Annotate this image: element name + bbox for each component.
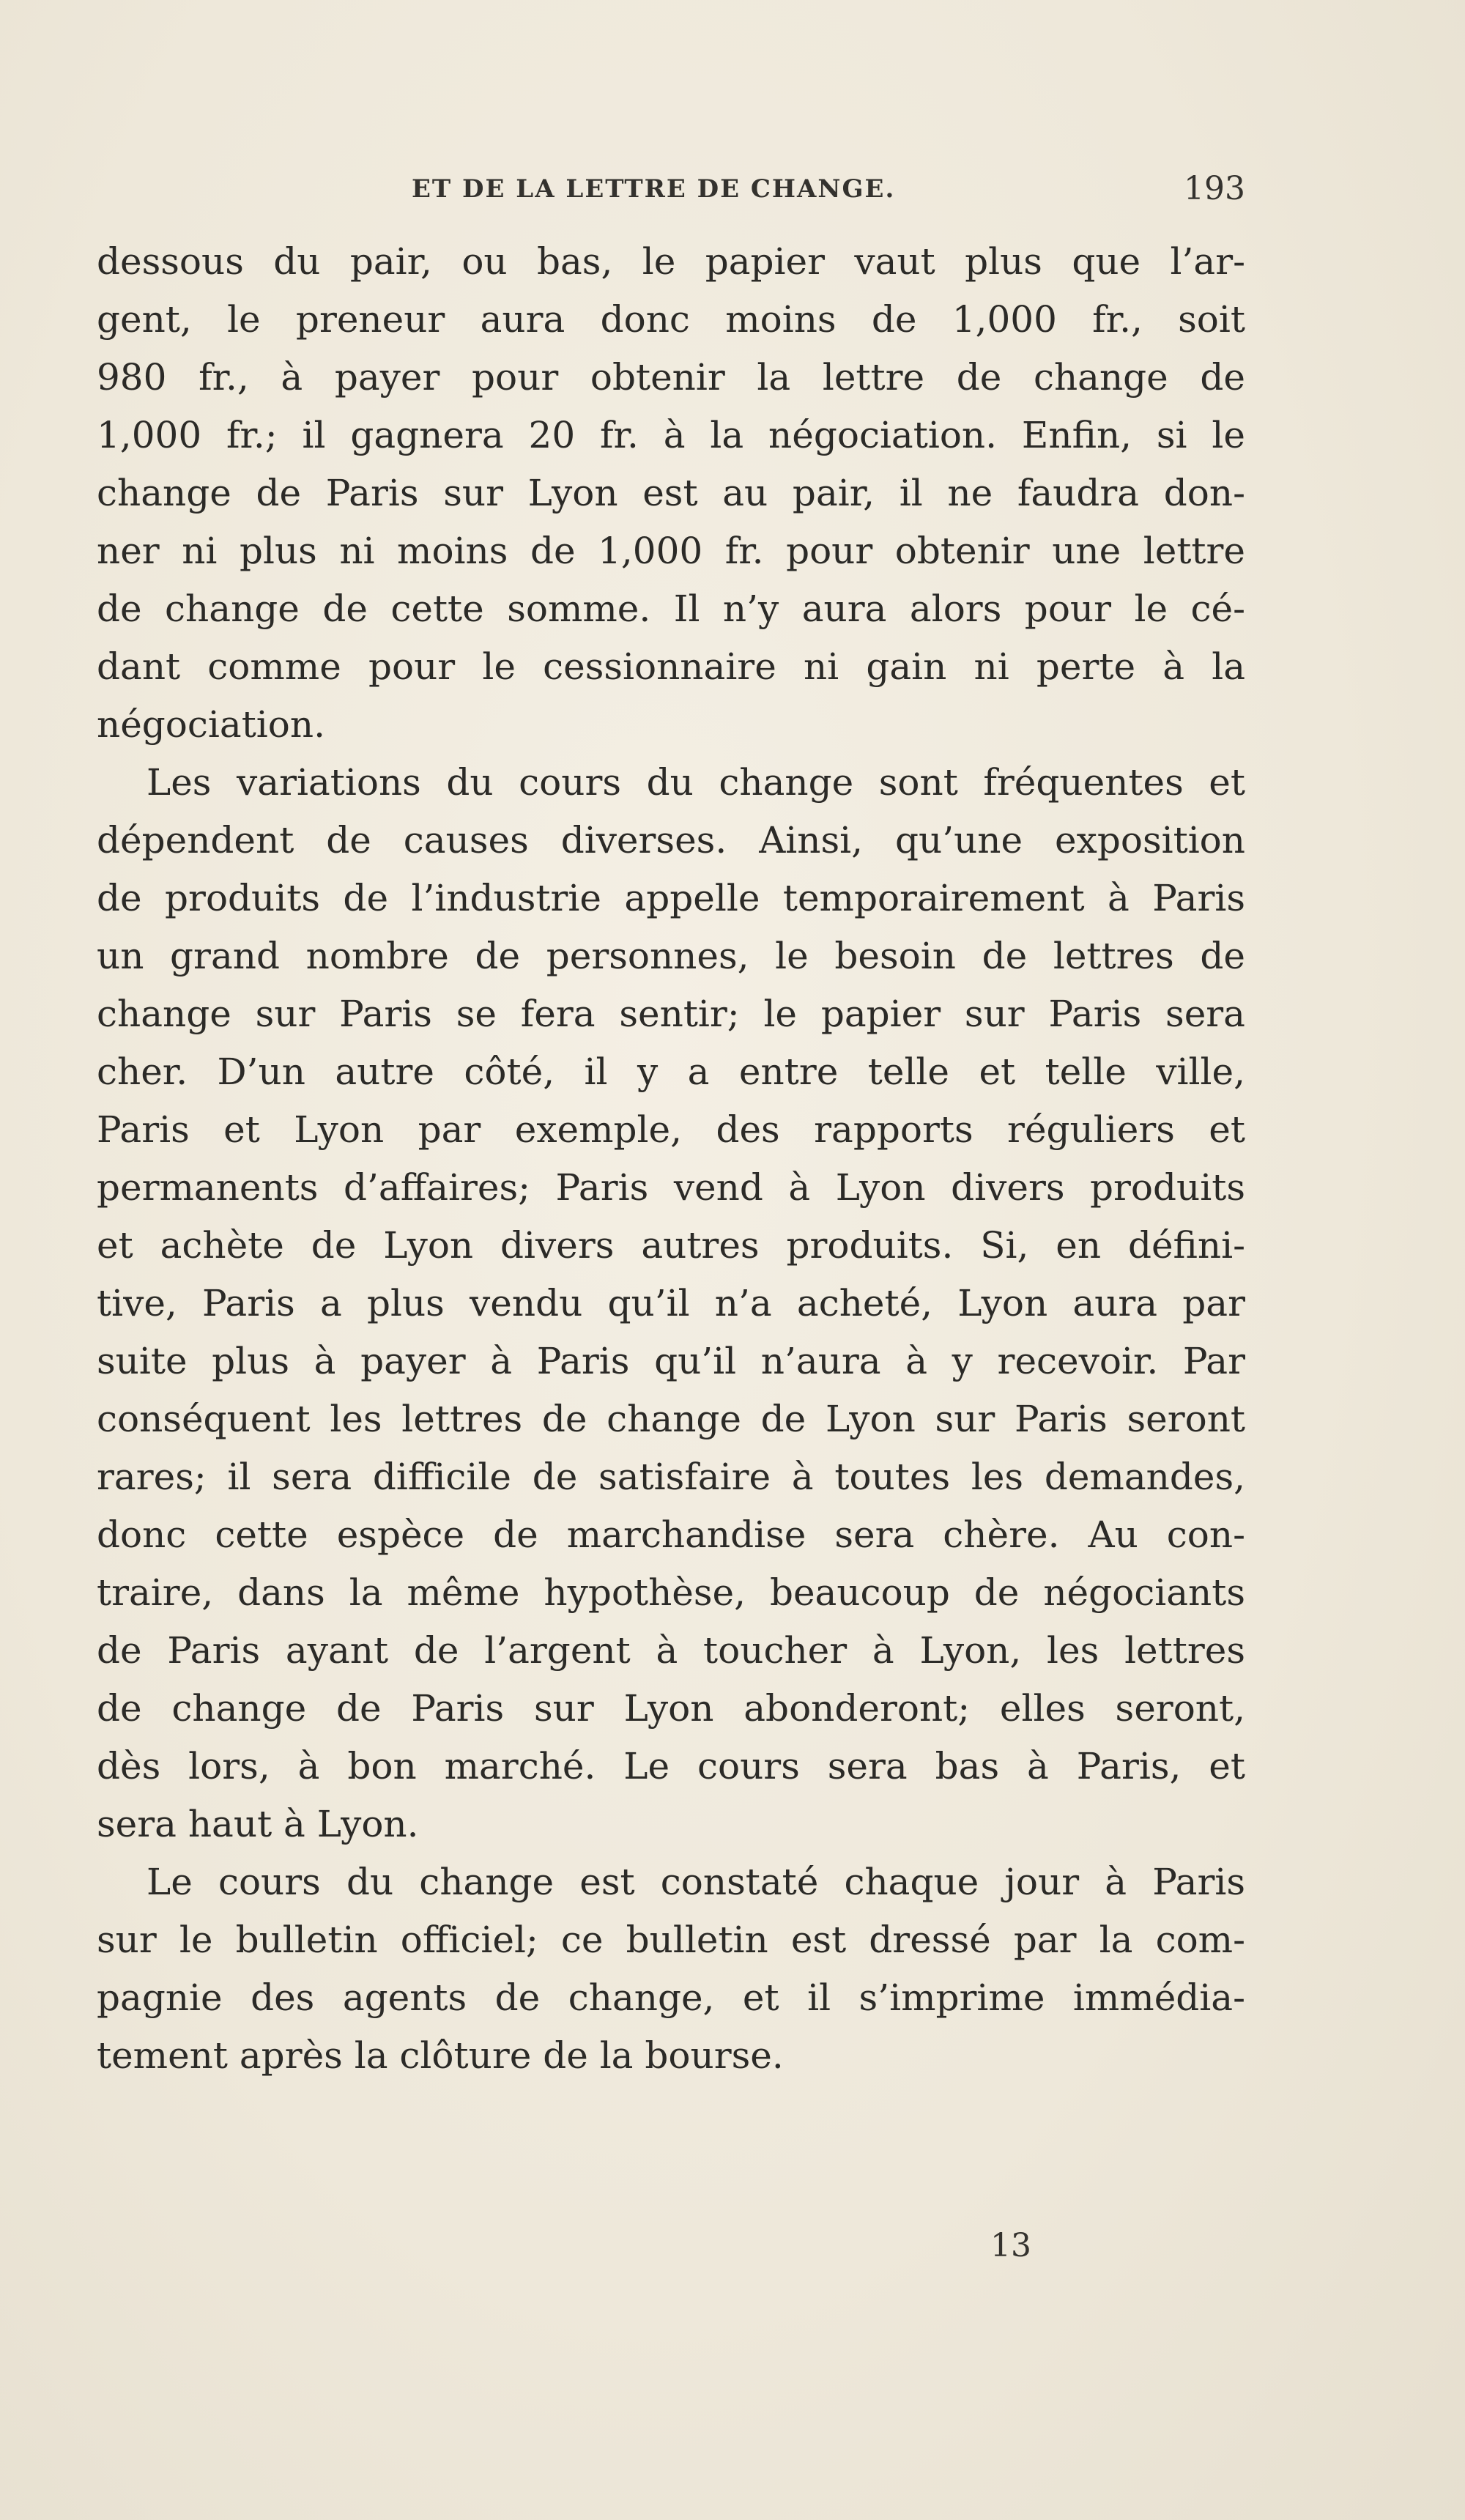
text-line: ner ni plus ni moins de 1,000 fr. pour obtenir une lettre — [97, 530, 1245, 572]
text-line: de change de Paris sur Lyon abonderont; elles seront, — [97, 1687, 1245, 1730]
text-line: 1,000 fr.; il gagnera 20 fr. à la négociation. Enfin, si le — [97, 414, 1245, 456]
text-line: dès lors, à bon marché. Le cours sera bas à Paris, et — [97, 1745, 1245, 1787]
page-number: 193 — [1184, 170, 1245, 207]
text-line: dépendent de causes diverses. Ainsi, qu’une exposition — [97, 819, 1245, 861]
text-line: un grand nombre de personnes, le besoin de lettres de — [97, 935, 1245, 977]
text-line: gent, le preneur aura donc moins de 1,000 fr., soit — [97, 298, 1245, 341]
running-title: ET DE LA LETTRE DE CHANGE. — [412, 174, 896, 204]
text-line: 980 fr., à payer pour obtenir la lettre de change de — [97, 356, 1245, 399]
text-line: de produits de l’industrie appelle temporairement à Paris — [97, 877, 1245, 919]
text-line: tive, Paris a plus vendu qu’il n’a acheté, Lyon aura par — [97, 1282, 1245, 1324]
text-line: de Paris ayant de l’argent à toucher à Lyon, les lettres — [97, 1629, 1245, 1672]
text-line: traire, dans la même hypothèse, beaucoup de négociants — [97, 1571, 1245, 1614]
text-line: conséquent les lettres de change de Lyon sur Paris seront — [97, 1398, 1245, 1440]
text-line: cher. D’un autre côté, il y a entre telle et telle ville, — [97, 1050, 1245, 1093]
text-line: sera haut à Lyon. — [97, 1803, 419, 1845]
signature-mark: 13 — [990, 2227, 1031, 2264]
text-line: et achète de Lyon divers autres produits. Si, en défini- — [97, 1224, 1245, 1267]
text-line: pagnie des agents de change, et il s’imprime immédia- — [97, 1976, 1245, 2019]
text-line: rares; il sera difficile de satisfaire à toutes les demandes, — [97, 1456, 1245, 1498]
text-line: Le cours du change est constaté chaque jour à Paris — [146, 1861, 1245, 1903]
text-line: négociation. — [97, 703, 325, 746]
text-line: donc cette espèce de marchandise sera chère. Au con- — [97, 1513, 1245, 1556]
text-line: Les variations du cours du change sont fréquentes et — [146, 761, 1245, 804]
text-line: change de Paris sur Lyon est au pair, il ne faudra don- — [97, 472, 1245, 514]
text-line: tement après la clôture de la bourse. — [97, 2034, 784, 2077]
text-line: dant comme pour le cessionnaire ni gain ni perte à la — [97, 645, 1245, 688]
text-line: dessous du pair, ou bas, le papier vaut plus que l’ar- — [97, 240, 1245, 283]
text-line: sur le bulletin officiel; ce bulletin est dressé par la com- — [97, 1919, 1245, 1961]
body-text — [97, 233, 1245, 2085]
text-line: suite plus à payer à Paris qu’il n’aura à y recevoir. Par — [97, 1340, 1245, 1382]
text-line: de change de cette somme. Il n’y aura alors pour le cé- — [97, 588, 1245, 630]
text-line: Paris et Lyon par exemple, des rapports réguliers et — [97, 1108, 1245, 1151]
running-head — [97, 170, 1245, 218]
text-line: change sur Paris se fera sentir; le papier sur Paris sera — [97, 993, 1245, 1035]
text-line: permanents d’affaires; Paris vend à Lyon divers produits — [97, 1166, 1245, 1209]
